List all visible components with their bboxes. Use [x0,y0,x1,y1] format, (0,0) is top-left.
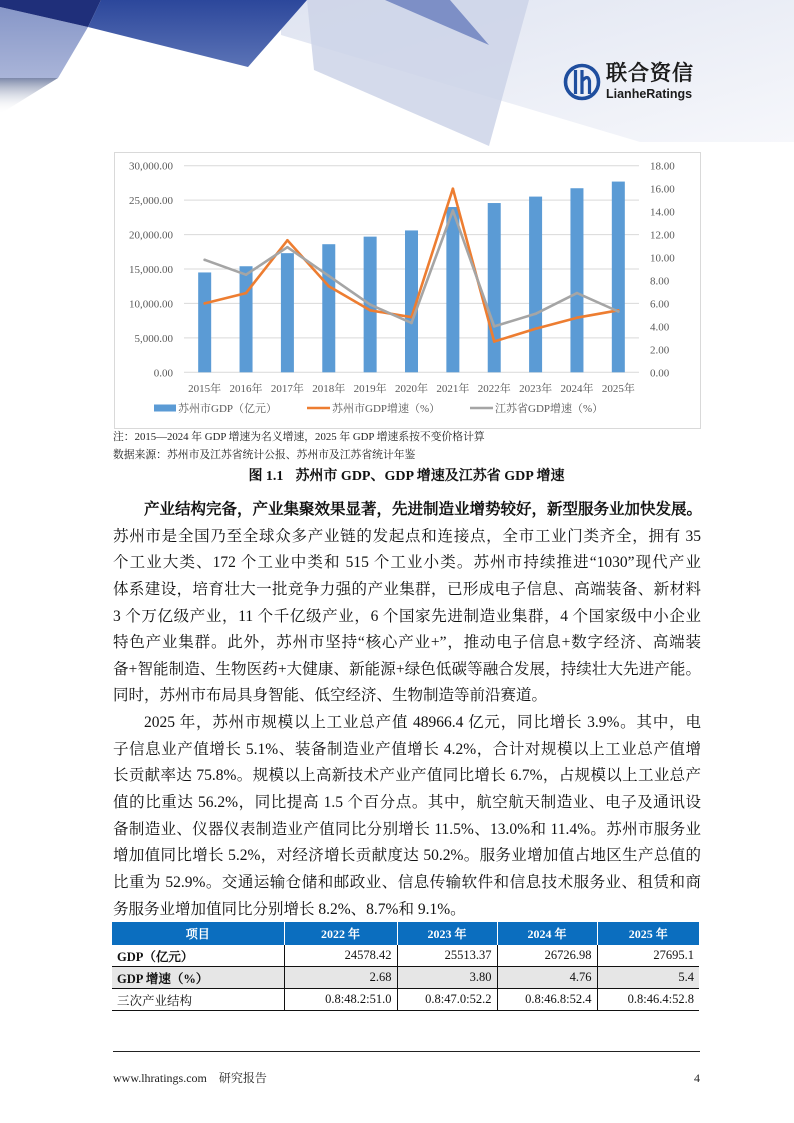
legend-swatch-gdp [154,405,176,412]
x-tick-label: 2022年 [477,383,511,395]
point-suzhou-growth-2024年 [576,316,579,319]
table-cell: 0.8:48.2:51.0 [284,989,397,1011]
y-left-tick-label: 25,000.00 [129,195,173,208]
y-right-tick-label: 4.00 [650,321,670,334]
body-text [113,497,701,923]
y-right-tick-label: 14.00 [650,206,675,219]
gdp-summary-table [112,922,699,1011]
header-gray-shape [0,78,58,114]
table-header-2025: 2025 年 [597,922,699,945]
figure-source: 数据来源：苏州市及江苏省统计公报、苏州市及江苏省统计年鉴 [113,449,416,461]
text-line: 2025 年，苏州市规模以上工业总产值 48966.4 亿元，同比增长 3.9%。其中，电 [144,714,701,732]
legend-label-jiangsu-growth: 江苏省GDP增速（%） [495,403,604,415]
bar-gdp-2015年 [198,272,211,372]
footer-website-link[interactable]: www.lhratings.com [113,1071,207,1085]
text-line: 3 个万亿级产业，11 个千亿级产业，6 个国家先进制造业集群，4 个国家级中小企业 [113,607,701,625]
gdp-chart [114,152,701,429]
y-left-tick-label: 20,000.00 [129,229,173,242]
point-jiangsu-growth-2015年 [203,259,206,262]
point-jiangsu-growth-2021年 [452,209,455,212]
x-tick-label: 2025年 [601,383,635,395]
point-jiangsu-growth-2016年 [245,273,248,276]
x-axis [188,381,635,395]
bar-gdp-2025年 [612,182,625,373]
bar-gdp-2021年 [446,207,459,372]
text-line: 子信息业产值增长 5.1%、装备制造业产值增长 4.2%，合计对规模以上工业总产值增 [113,740,701,758]
text-line: 同时，苏州市布局具身智能、低空经济、生物制造等前沿赛道。 [113,687,548,705]
y-right-tick-label: 0.00 [650,367,670,380]
paragraph-lead-sentence: 产业结构完备，产业集聚效果显著，先进制造业增势较好，新型服务业加快发展。 [144,501,703,518]
paragraph-industrial-output [113,710,701,923]
y-left-tick-label: 15,000.00 [129,264,173,276]
header-lavender-shape [307,0,529,146]
y-right-tick-label: 16.00 [650,183,675,196]
table-row [112,945,699,967]
point-jiangsu-growth-2023年 [534,312,537,315]
chart-legend [154,401,603,415]
point-suzhou-growth-2018年 [327,285,330,288]
bar-gdp-2022年 [488,203,501,372]
table-row [112,967,699,989]
y-right-tick-label: 2.00 [650,344,670,357]
point-suzhou-growth-2023年 [534,327,537,330]
bar-gdp-2023年 [529,197,542,373]
company-logo [563,60,713,104]
point-jiangsu-growth-2022年 [493,325,496,328]
x-tick-label: 2015年 [188,383,222,395]
row-label: GDP 增速（%） [112,967,284,989]
bar-gdp-2016年 [240,266,253,372]
x-tick-label: 2023年 [519,383,553,395]
figure-caption-text: 苏州市 GDP、GDP 增速及江苏省 GDP 增速 [295,469,565,484]
lianhe-logo-icon [563,60,603,104]
text-line: 苏州市是全国乃至全球众多产业链的发起点和连接点，全市工业门类齐全，拥有 35 [113,527,701,545]
x-tick-label: 2020年 [395,383,428,395]
table-header-2023: 2023 年 [397,922,497,945]
point-jiangsu-growth-2024年 [576,292,579,295]
paragraph-industry-structure [113,497,701,710]
table-cell: 27695.1 [597,945,699,967]
bar-gdp-2017年 [281,253,294,372]
text-line: 体系建设，培育壮大一批竞争力强的产业集群，已形成电子信息、高端装备、新材料 [113,580,701,598]
point-suzhou-growth-2021年 [452,187,455,190]
gdp-chart-svg [114,152,701,429]
text-line: 务服务业增加值同比分别增长 8.2%、8.7%和 9.1%。 [113,900,466,918]
y-right-tick-label: 8.00 [650,275,670,288]
x-tick-label: 2024年 [560,383,594,395]
footer [113,1070,267,1086]
table-row [112,989,699,1011]
table-cell: 0.8:46.8:52.4 [497,989,597,1011]
logo-english-name: LianheRatings [606,87,693,101]
y-left-tick-label: 0.00 [153,367,173,380]
point-jiangsu-growth-2019年 [369,303,372,306]
table-cell: 25513.37 [397,945,497,967]
figure-note: 注：2015—2024 年 GDP 增速为名义增速，2025 年 GDP 增速系按不变价格计算 [113,431,485,443]
footer-report-type: 研究报告 [218,1071,267,1085]
y-axis-right [650,161,675,380]
y-left-tick-label: 30,000.00 [129,160,173,173]
header-blue-shape [88,0,307,67]
figure-caption-label: 图 1.1 [248,469,284,484]
x-tick-label: 2017年 [270,383,304,395]
bar-gdp-2018年 [322,244,335,372]
table-cell: 2.68 [284,967,397,989]
table-cell: 24578.42 [284,945,397,967]
text-line: 增加值同比增长 5.2%，对经济增长贡献度达 50.2%。服务业增加值占地区生产总值的 [113,847,701,865]
table-cell: 3.80 [397,967,497,989]
row-label: 三次产业结构 [112,989,284,1011]
y-left-tick-label: 5,000.00 [134,332,173,345]
table-header-2024: 2024 年 [497,922,597,945]
y-right-tick-label: 10.00 [650,252,675,265]
text-line: 特色产业集群。此外，苏州市坚持“核心产业+”，推动电子信息+数字经济、高端装 [113,634,701,652]
y-right-tick-label: 18.00 [650,160,675,173]
point-suzhou-growth-2015年 [203,302,206,305]
bars [198,182,625,373]
x-tick-label: 2016年 [229,383,263,395]
y-left-tick-label: 10,000.00 [129,298,173,311]
point-jiangsu-growth-2025年 [617,310,620,313]
legend-label-suzhou-growth: 苏州市GDP增速（%） [332,403,441,415]
table-header-item: 项目 [112,922,284,945]
text-line: 个工业大类、172 个工业中类和 515 个工业小类。苏州市持续推进“1030”现代产业 [113,554,701,572]
page-number: 4 [694,1071,700,1085]
footer-divider [113,1051,700,1052]
table-cell: 5.4 [597,967,699,989]
table-cell: 0.8:47.0:52.2 [397,989,497,1011]
figure-caption [113,468,700,486]
y-axis-left [129,161,174,380]
point-suzhou-growth-2019年 [369,309,372,312]
table-cell: 26726.98 [497,945,597,967]
table-cell: 4.76 [497,967,597,989]
point-jiangsu-growth-2018年 [327,275,330,278]
point-jiangsu-growth-2020年 [410,322,413,325]
point-suzhou-growth-2017年 [286,239,289,242]
point-suzhou-growth-2016年 [245,292,248,295]
y-right-tick-label: 6.00 [650,298,670,311]
table-header-2022: 2022 年 [284,922,397,945]
point-jiangsu-growth-2017年 [286,246,289,249]
bar-gdp-2024年 [570,188,583,372]
table-cell: 0.8:46.4:52.8 [597,989,699,1011]
table-header-row [112,922,699,945]
x-tick-label: 2021年 [436,383,470,395]
text-line: 比重为 52.9%。交通运输仓储和邮政业、信息传输软件和信息技术服务业、租赁和商 [113,873,701,891]
text-line: 长贡献率达 75.8%。规模以上高新技术产业产值同比增长 6.7%，占规模以上工业总产 [113,767,701,785]
x-tick-label: 2019年 [353,383,387,395]
text-line: 值的比重达 56.2%，同比提高 1.5 个百分点。其中，航空航天制造业、电子及通讯设 [113,794,701,812]
point-suzhou-growth-2022年 [493,340,496,343]
legend-label-gdp: 苏州市GDP（亿元） [178,403,278,415]
row-label: GDP（亿元） [112,945,284,967]
y-right-tick-label: 12.00 [650,229,675,242]
x-tick-label: 2018年 [312,383,346,395]
text-line: 备制造业、仪器仪表制造业产值同比分别增长 11.5%、13.0%和 11.4%。苏州市服务业 [113,820,701,838]
logo-chinese-name: 联合资信 [606,61,694,85]
text-line: 备+智能制造、生物医药+大健康、新能源+绿色低碳等融合发展，持续壮大先进产能。 [113,660,701,678]
